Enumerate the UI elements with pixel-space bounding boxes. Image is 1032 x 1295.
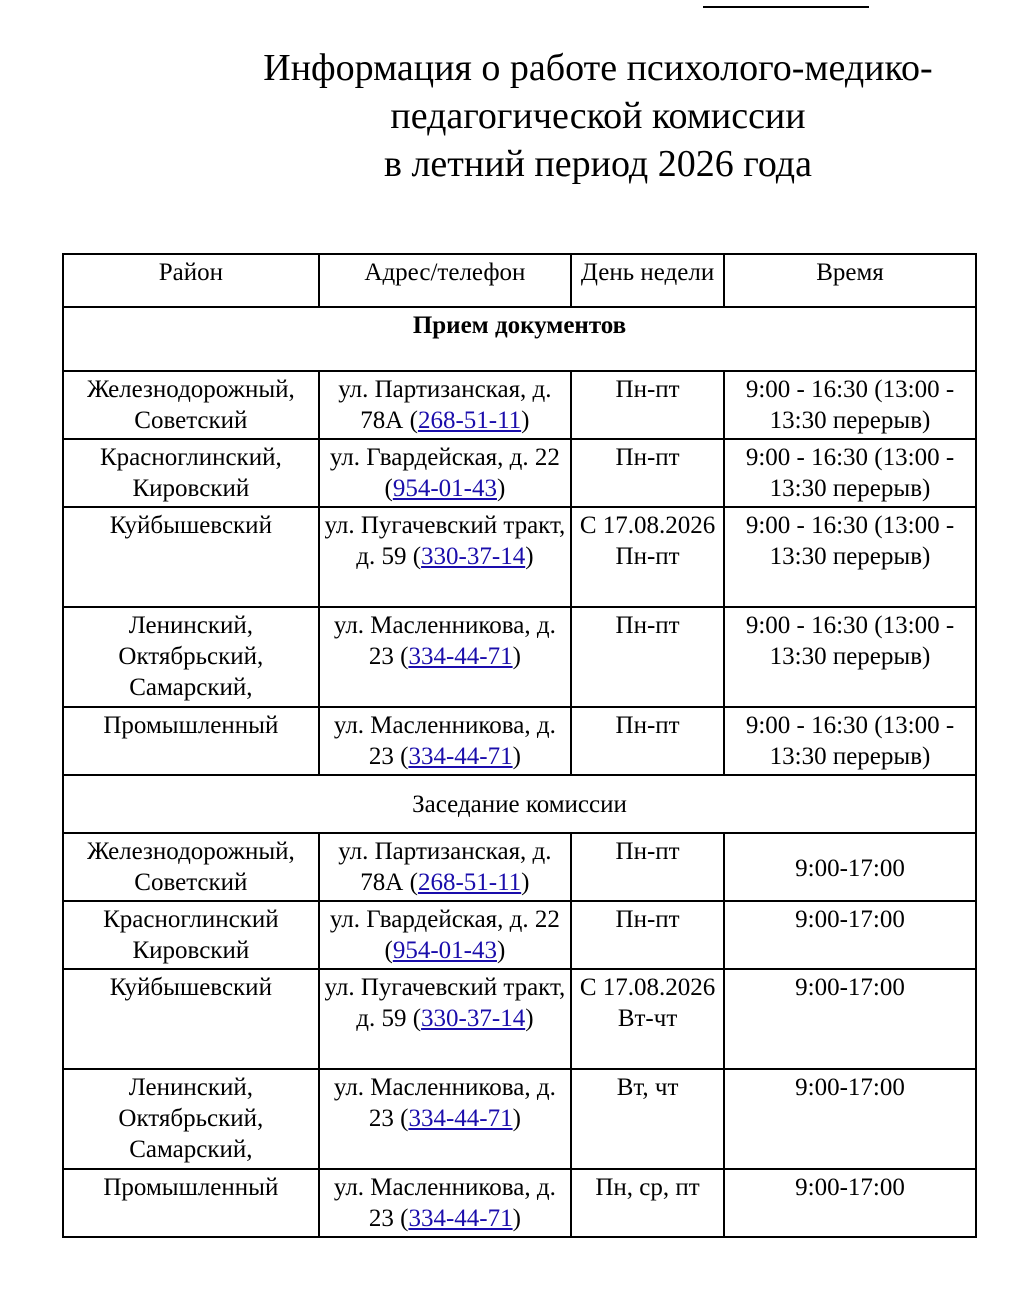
phone-link[interactable]: 268-51-11 <box>417 407 522 434</box>
district-cell: Ленинский, Октябрьский, Самарский, <box>63 607 319 707</box>
address-cell <box>319 371 571 439</box>
address-text: ул. Гвардейская, д. 22 ( <box>329 444 560 502</box>
district-cell: Красноглинский Кировский <box>63 901 319 969</box>
phone-link[interactable]: 954-01-43 <box>392 937 497 964</box>
time-cell: 9:00-17:00 <box>724 1069 976 1169</box>
table-row <box>63 507 976 607</box>
day-cell: Пн-пт <box>571 707 724 775</box>
signature-line <box>703 6 869 8</box>
table-row <box>63 969 976 1069</box>
address-text: ул. Пугачевский тракт, д. 59 ( <box>324 512 566 570</box>
day-cell: Пн-пт <box>571 901 724 969</box>
schedule-table <box>62 253 977 1238</box>
phone-link[interactable]: 334-44-71 <box>408 1205 513 1232</box>
address-cell <box>319 607 571 707</box>
address-suffix: ) <box>496 475 506 502</box>
table-row <box>63 707 976 775</box>
section-title-meeting: Заседание комиссии <box>63 775 976 833</box>
table-row <box>63 607 976 707</box>
section-title-documents: Прием документов <box>63 307 976 371</box>
address-suffix: ) <box>512 1205 521 1232</box>
day-cell: Пн-пт <box>571 607 724 707</box>
address-suffix: ) <box>512 643 521 670</box>
district-cell: Железнодорожный, Советский <box>63 371 319 439</box>
district-cell: Куйбышевский <box>63 969 319 1069</box>
district-cell: Промышленный <box>63 707 319 775</box>
time-cell: 9:00 - 16:30 (13:00 - 13:30 перерыв) <box>724 439 976 507</box>
header-district: Район <box>63 254 319 307</box>
day-cell: Пн-пт <box>571 833 724 901</box>
address-cell <box>319 833 571 901</box>
header-day: День недели <box>571 254 724 307</box>
day-cell: С 17.08.2026 Пн-пт <box>571 507 724 607</box>
address-suffix: ) <box>496 937 506 964</box>
address-cell <box>319 1169 571 1237</box>
address-text: ул. Гвардейская, д. 22 ( <box>329 906 560 964</box>
address-suffix: ) <box>521 869 530 896</box>
day-cell: Вт, чт <box>571 1069 724 1169</box>
phone-link[interactable]: 268-51-11 <box>417 869 522 896</box>
address-text: ул. Партизанская, д. 78А ( <box>338 838 552 896</box>
phone-link[interactable]: 334-44-71 <box>408 643 513 670</box>
address-text: ул. Масленникова, д. 23 ( <box>333 1074 556 1132</box>
address-text: ул. Пугачевский тракт, д. 59 ( <box>324 974 566 1032</box>
phone-link[interactable]: 330-37-14 <box>421 1005 526 1032</box>
address-suffix: ) <box>521 407 530 434</box>
header-address: Адрес/телефон <box>319 254 571 307</box>
address-cell <box>319 901 571 969</box>
time-cell: 9:00 - 16:30 (13:00 - 13:30 перерыв) <box>724 371 976 439</box>
address-cell <box>319 439 571 507</box>
phone-link[interactable]: 334-44-71 <box>408 1105 513 1132</box>
table-row <box>63 371 976 439</box>
address-text: ул. Масленникова, д. 23 ( <box>333 1174 556 1232</box>
district-cell: Ленинский, Октябрьский, Самарский, <box>63 1069 319 1169</box>
day-cell: Пн-пт <box>571 371 724 439</box>
table-row <box>63 439 976 507</box>
district-cell: Промышленный <box>63 1169 319 1237</box>
address-cell <box>319 707 571 775</box>
district-cell: Железнодорожный, Советский <box>63 833 319 901</box>
title-line-1: Информация о работе психолого-медико- <box>263 47 933 89</box>
time-cell: 9:00 - 16:30 (13:00 - 13:30 перерыв) <box>724 707 976 775</box>
phone-link[interactable]: 330-37-14 <box>421 543 526 570</box>
time-cell: 9:00-17:00 <box>724 969 976 1069</box>
address-text: ул. Масленникова, д. 23 ( <box>333 612 556 670</box>
time-cell: 9:00-17:00 <box>724 833 976 901</box>
title-line-2: педагогической комиссии <box>390 95 806 137</box>
day-cell: Пн-пт <box>571 439 724 507</box>
phone-link[interactable]: 334-44-71 <box>408 743 513 770</box>
address-text: ул. Масленникова, д. 23 ( <box>333 712 556 770</box>
time-cell: 9:00 - 16:30 (13:00 - 13:30 перерыв) <box>724 507 976 607</box>
district-cell: Куйбышевский <box>63 507 319 607</box>
table-row <box>63 901 976 969</box>
address-cell <box>319 1069 571 1169</box>
address-suffix: ) <box>525 1005 534 1032</box>
time-cell: 9:00-17:00 <box>724 901 976 969</box>
table-row <box>63 833 976 901</box>
header-time: Время <box>724 254 976 307</box>
time-cell: 9:00 - 16:30 (13:00 - 13:30 перерыв) <box>724 607 976 707</box>
section-row-meeting <box>63 775 976 833</box>
day-cell: Пн, ср, пт <box>571 1169 724 1237</box>
day-cell: С 17.08.2026 Вт-чт <box>571 969 724 1069</box>
table-row <box>63 1069 976 1169</box>
section-row-documents <box>63 307 976 371</box>
page-title <box>62 44 1032 188</box>
address-cell <box>319 507 571 607</box>
phone-link[interactable]: 954-01-43 <box>392 475 497 502</box>
address-suffix: ) <box>512 743 521 770</box>
address-cell <box>319 969 571 1069</box>
address-text: ул. Партизанская, д. 78А ( <box>338 376 552 434</box>
title-line-3: в летний период 2026 года <box>384 143 812 185</box>
address-suffix: ) <box>512 1105 521 1132</box>
time-cell: 9:00-17:00 <box>724 1169 976 1237</box>
address-suffix: ) <box>525 543 534 570</box>
district-cell: Красноглинский, Кировский <box>63 439 319 507</box>
table-row <box>63 1169 976 1237</box>
table-header-row <box>63 254 976 307</box>
